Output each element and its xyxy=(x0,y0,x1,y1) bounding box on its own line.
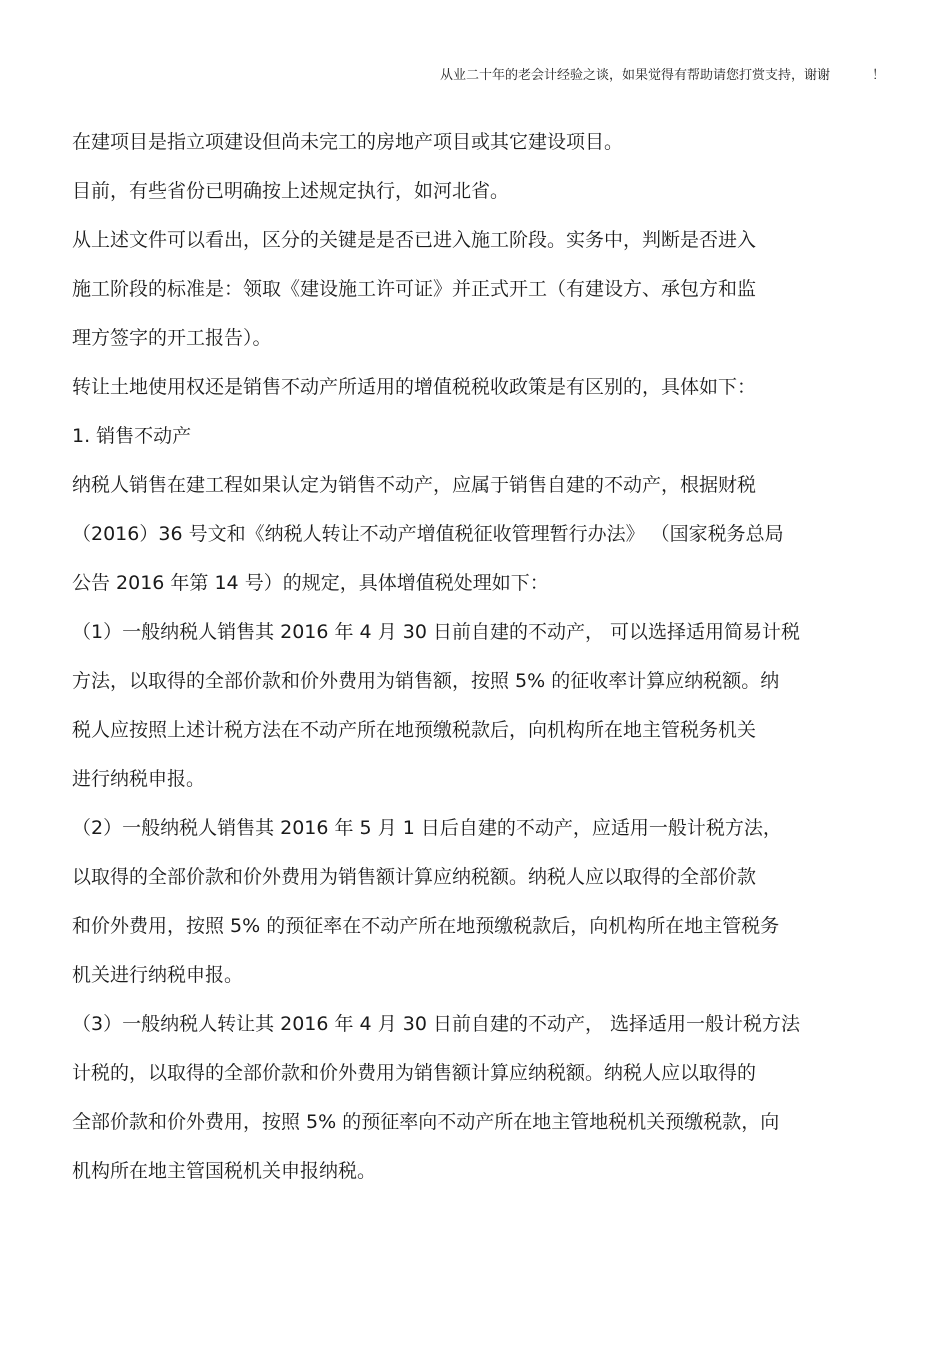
paragraph-line: 施工阶段的标准是：领取《建设施工许可证》并正式开工（有建设方、承包方和监 xyxy=(72,278,757,300)
paragraph-line: 在建项目是指立项建设但尚未完工的房地产项目或其它建设项目。 xyxy=(72,131,624,153)
header-text: 从业二十年的老会计经验之谈，如果觉得有帮助请您打赏支持，谢谢 xyxy=(440,68,831,83)
paragraph-line: 纳税人销售在建工程如果认定为销售不动产，应属于销售自建的不动产，根据财税 xyxy=(72,474,757,496)
paragraph-line: 以取得的全部价款和价外费用为销售额计算应纳税额。纳税人应以取得的全部价款 xyxy=(72,866,757,888)
paragraph-line: 方法，以取得的全部价款和价外费用为销售额，按照 5% 的征收率计算应纳税额。纳 xyxy=(72,670,780,692)
paragraph-line: 从上述文件可以看出，区分的关键是是否已进入施工阶段。实务中，判断是否进入 xyxy=(72,229,757,251)
paragraph-line: 全部价款和价外费用，按照 5% 的预征率向不动产所在地主管地税机关预缴税款，向 xyxy=(72,1111,780,1133)
paragraph-line: 转让土地使用权还是销售不动产所适用的增值税税收政策是有区别的，具体如下： xyxy=(72,376,757,398)
page-header xyxy=(440,68,886,84)
paragraph-line: 公告 2016 年第 14 号）的规定，具体增值税处理如下： xyxy=(72,572,549,594)
paragraph-line: （1）一般纳税人销售其 2016 年 4 月 30 日前自建的不动产， 可以选择适用简易计税 xyxy=(72,621,800,643)
paragraph-line: （2016）36 号文和《纳税人转让不动产增值税征收管理暂行办法》 （国家税务总局 xyxy=(72,523,784,545)
paragraph-line: （2）一般纳税人销售其 2016 年 5 月 1 日后自建的不动产，应适用一般计税方法， xyxy=(72,817,782,839)
section-heading: 1. 销售不动产 xyxy=(72,425,192,447)
paragraph-line: （3）一般纳税人转让其 2016 年 4 月 30 日前自建的不动产， 选择适用一般计税方法 xyxy=(72,1013,800,1035)
paragraph-line: 计税的，以取得的全部价款和价外费用为销售额计算应纳税额。纳税人应以取得的 xyxy=(72,1062,757,1084)
paragraph-line: 和价外费用，按照 5% 的预征率在不动产所在地预缴税款后，向机构所在地主管税务 xyxy=(72,915,780,937)
paragraph-line: 目前，有些省份已明确按上述规定执行，如河北省。 xyxy=(72,180,510,202)
header-exclamation: ！ xyxy=(872,68,886,83)
paragraph-line: 进行纳税申报。 xyxy=(72,768,206,790)
paragraph-line: 税人应按照上述计税方法在不动产所在地预缴税款后，向机构所在地主管税务机关 xyxy=(72,719,757,741)
paragraph-line: 理方签字的开工报告）。 xyxy=(72,327,272,349)
paragraph-line: 机关进行纳税申报。 xyxy=(72,964,244,986)
paragraph-line: 机构所在地主管国税机关申报纳税。 xyxy=(72,1160,377,1182)
